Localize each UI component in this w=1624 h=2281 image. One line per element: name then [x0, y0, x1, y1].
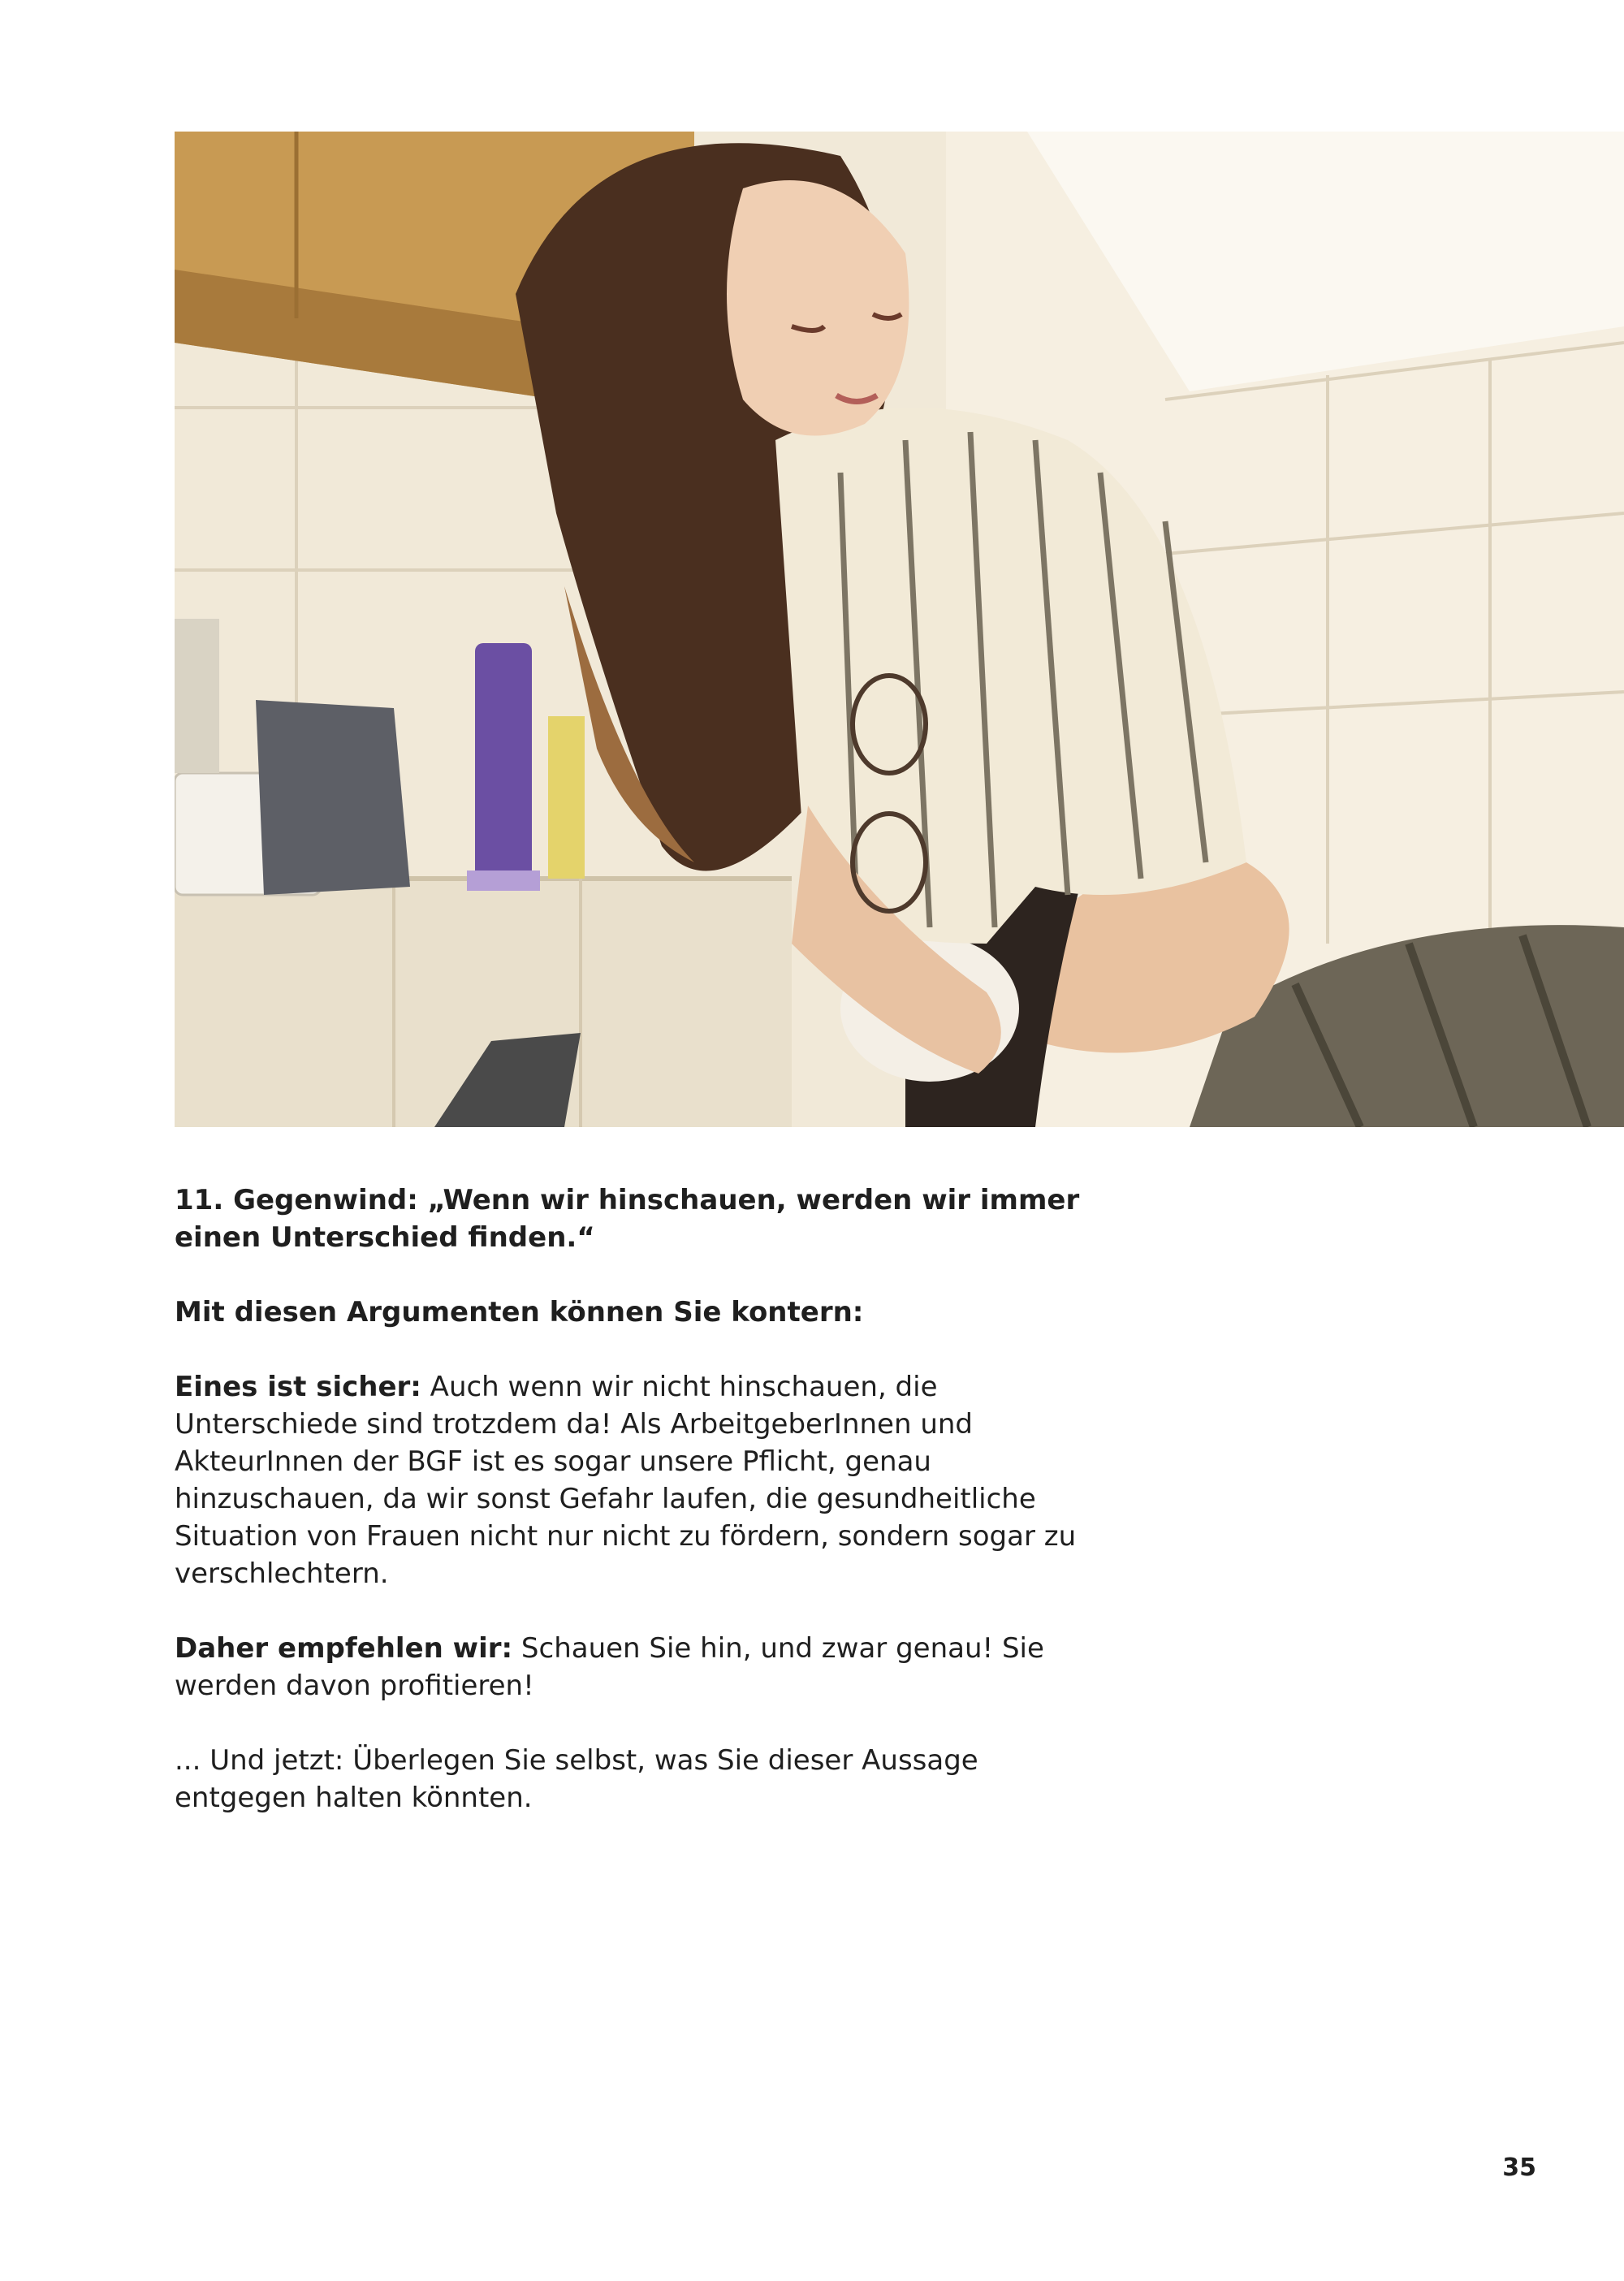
paragraph-empfehlung — [175, 1630, 1116, 1704]
article-text — [175, 1182, 1116, 1854]
paragraph-body: Auch wenn wir nicht hinschauen, die Unterschiede sind trotzdem da! Als ArbeitgeberInnen und AkteurInnen der BGF ist es sogar unsere Pflicht, genau hinzuschauen, da wir sonst Gefahr laufen, die gesundheitliche Situation von Frauen nicht nur nicht zu fördern, sondern sogar zu verschlechtern. — [175, 1371, 1077, 1590]
paragraph-lead: Daher empfehlen wir: — [175, 1632, 513, 1665]
section-heading: 11. Gegenwind: „Wenn wir hinschauen, werden wir immer einen Unterschied finden.“ — [175, 1184, 1080, 1254]
section-subheading: Mit diesen Argumenten können Sie kontern: — [175, 1296, 864, 1328]
hairdresser-photo — [175, 132, 1624, 1127]
page-number: 35 — [1502, 2154, 1536, 2182]
paragraph-eines-ist-sicher — [175, 1368, 1116, 1592]
photo-illustration — [175, 132, 1624, 1127]
paragraph-body: Schauen Sie hin, und zwar genau! Sie werden davon profitieren! — [175, 1632, 1044, 1702]
paragraph-lead: Eines ist sicher: — [175, 1371, 421, 1403]
closing-paragraph: ... Und jetzt: Überlegen Sie selbst, was Sie dieser Aussage entgegen halten könnten. — [175, 1744, 978, 1814]
